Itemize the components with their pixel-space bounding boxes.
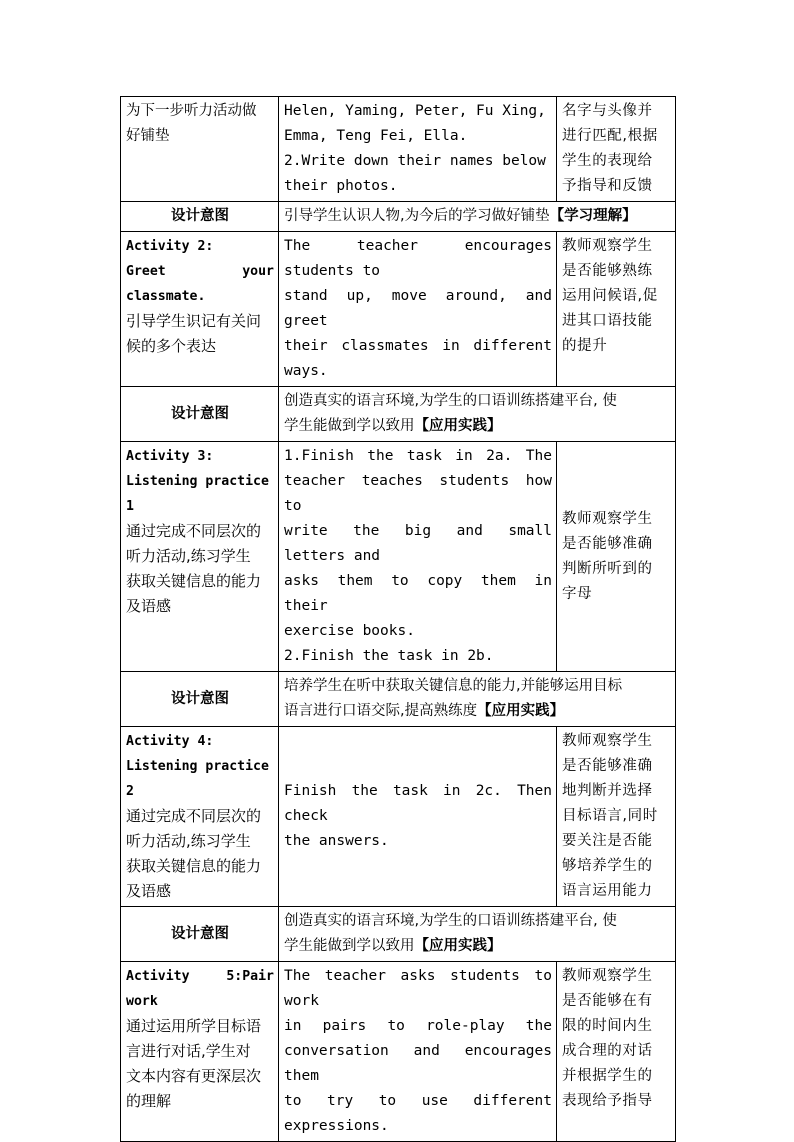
table-row — [121, 97, 676, 202]
assessment: 教师观察学生 是否能够准确 地判断并选择 目标语言,同时 要关注是否能 够培养学生的 语言运用能力 — [557, 727, 676, 907]
competency-tag: 【应用实践】 — [414, 938, 502, 954]
activity-title: Listening practice — [126, 474, 269, 489]
assessment: 教师观察学生 是否能够准确 判断所听到的 字母 — [557, 442, 676, 672]
activity-procedure: The teacher encourages students to stand up, move around, and greet their classmates in different ways. — [279, 232, 557, 387]
design-intent-label: 设计意图 — [121, 672, 279, 727]
table-row — [121, 387, 676, 442]
activity-cell: Activity 2: Greet your classmate. 引导学生识记有关问 候的多个表达 — [121, 232, 279, 387]
competency-tag: 【应用实践】 — [477, 703, 565, 719]
table-row — [121, 907, 676, 962]
activity-title: Greet your — [126, 264, 274, 279]
activity-title: work — [126, 994, 158, 1009]
activity-title: Activity 2: — [126, 239, 214, 254]
table-row — [121, 232, 676, 387]
activity-title: Activity 5:Pair — [126, 969, 274, 984]
competency-tag: 【应用实践】 — [414, 418, 502, 434]
activity-cell: Activity 5:Pair work 通过运用所学目标语 言进行对话,学生对 文本内容有更深层次 的理解 — [121, 962, 279, 1142]
design-intent-text: 培养学生在听中获取关键信息的能力,并能够运用目标 语言进行口语交际,提高熟练度【应用实践】 — [279, 672, 676, 727]
design-intent-label: 设计意图 — [121, 202, 279, 232]
table-row — [121, 962, 676, 1142]
activity-title: 2 — [126, 784, 134, 799]
design-intent-text: 创造真实的语言环境,为学生的口语训练搭建平台, 使 学生能做到学以致用【应用实践】 — [279, 907, 676, 962]
activity-title: classmate. — [126, 289, 206, 304]
activity-procedure: 1.Finish the task in 2a. The teacher teaches students how to write the big and small letters and asks them to copy them in their exercise books. 2.Finish the task in 2b. — [279, 442, 557, 672]
activity-title: Activity 4: — [126, 734, 214, 749]
table-row — [121, 672, 676, 727]
table-row — [121, 727, 676, 907]
activity-title: Listening practice — [126, 759, 269, 774]
assessment: 名字与头像并 进行匹配,根据 学生的表现给 予指导和反馈 — [557, 97, 676, 202]
activity-procedure: Finish the task in 2c. Then check the answers. — [279, 727, 557, 907]
activity-cell: Activity 4: Listening practice 2 通过完成不同层次的 听力活动,练习学生 获取关键信息的能力 及语感 — [121, 727, 279, 907]
table-row — [121, 442, 676, 672]
activity-procedure: Helen, Yaming, Peter, Fu Xing, Emma, Teng Fei, Ella. 2.Write down their names below their photos. — [279, 97, 557, 202]
assessment: 教师观察学生 是否能够在有 限的时间内生 成合理的对话 并根据学生的 表现给予指导 — [557, 962, 676, 1142]
design-intent-label: 设计意图 — [121, 907, 279, 962]
design-intent-label: 设计意图 — [121, 387, 279, 442]
activity-procedure: The teacher asks students to work in pairs to role-play the conversation and encourages them to try to use different expressions. — [279, 962, 557, 1142]
competency-tag: 【学习理解】 — [549, 208, 637, 224]
assessment: 教师观察学生 是否能够熟练 运用问候语,促 进其口语技能 的提升 — [557, 232, 676, 387]
lesson-plan-table — [120, 96, 676, 1142]
activity-cell: Activity 3: Listening practice 1 通过完成不同层次的 听力活动,练习学生 获取关键信息的能力 及语感 — [121, 442, 279, 672]
activity-title: Activity 3: — [126, 449, 214, 464]
activity-description: 为下一步听力活动做 好铺垫 — [121, 97, 279, 202]
design-intent-text: 引导学生认识人物,为今后的学习做好铺垫【学习理解】 — [279, 202, 676, 232]
table-row — [121, 202, 676, 232]
activity-title: 1 — [126, 499, 134, 514]
design-intent-text: 创造真实的语言环境,为学生的口语训练搭建平台, 使 学生能做到学以致用【应用实践】 — [279, 387, 676, 442]
